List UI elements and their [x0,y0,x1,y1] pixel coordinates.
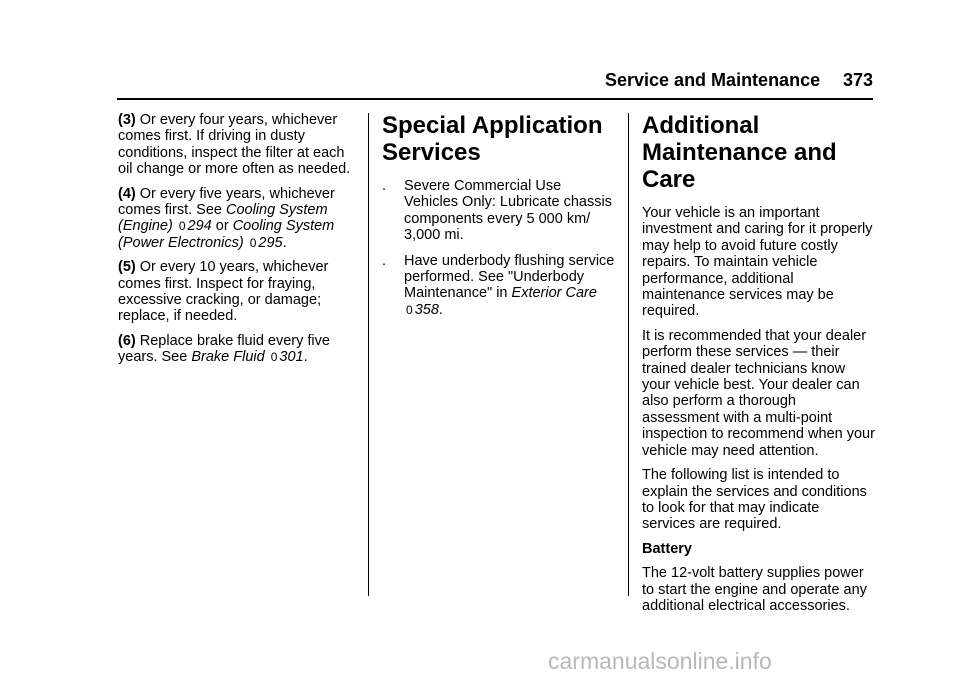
bullet-mark: . [382,252,387,269]
note-6: (6) Replace brake fluid every five years. See Brake Fluid 0 301. [118,332,330,366]
xref-page[interactable]: 295 [258,234,283,251]
section-heading: Additional Maintenance and Care [642,112,837,193]
note-4: (4) Or every five years, whichever comes first. See Cooling System (Engine) 0 294 or Cooling System (Power Electronics) 0 295. [118,185,335,251]
section-title: Service and Maintenance [605,70,821,90]
page-ref-icon: 0 [249,235,257,250]
section-heading: Special Application Services [382,112,603,166]
list-item: . Have underbody flushing service performed. See "Underbody Maintenance" in Exterior Care 0 358. [382,252,615,318]
note-5: (5) Or every 10 years, whichever comes first. Inspect for fraying, excessive cracking, or damage; replace, if needed. [118,259,329,325]
column-3 [642,112,876,622]
column-divider-2 [628,113,629,596]
header-rule [117,98,873,100]
list-item: . Severe Commercial Use Vehicles Only: Lubricate chassis components every 5 000 km/ 3,000 mi. [382,178,612,244]
xref-page[interactable]: 301 [279,349,304,366]
xref-exterior-care[interactable]: Exterior Care [511,285,597,302]
xref-brake-fluid[interactable]: Brake Fluid [191,349,265,366]
paragraph: The following list is intended to explain the services and conditions to look for that may indicate services are required. [642,467,867,533]
paragraph: It is recommended that your dealer perform these services — their trained dealer technicians know your vehicle best. Your dealer can also perform a thorough assessment with a multi-point inspection to recommend when your vehicle may need attention. [642,327,875,459]
xref-page[interactable]: 294 [187,218,212,235]
subheading-battery: Battery [642,540,692,557]
page-ref-icon: 0 [406,302,413,317]
page-ref-icon: 0 [178,219,186,234]
column-2 [382,112,618,327]
note-3: (3) Or every four years, whichever comes first. If driving in dusty conditions, inspect the filter at each oil change or more often as needed. [118,112,351,178]
column-divider-1 [368,113,369,596]
watermark: carmanualsonline.info [548,648,772,674]
paragraph: Your vehicle is an important investment and caring for it properly may help to avoid future costly repairs. To maintain vehicle performance, additional maintenance services may be required. [642,205,873,320]
page-number: 373 [842,70,873,90]
paragraph: The 12-volt battery supplies power to start the engine and operate any additional electrical accessories. [642,565,867,614]
xref-cooling-power[interactable]: Cooling System (Power Electronics) [118,218,335,251]
xref-cooling-engine[interactable]: Cooling System (Engine) [118,202,328,235]
page-header [605,70,873,91]
column-1 [118,112,356,374]
page-ref-icon: 0 [270,350,278,365]
bullet-mark: . [382,178,387,194]
xref-page[interactable]: 358 [414,301,439,318]
